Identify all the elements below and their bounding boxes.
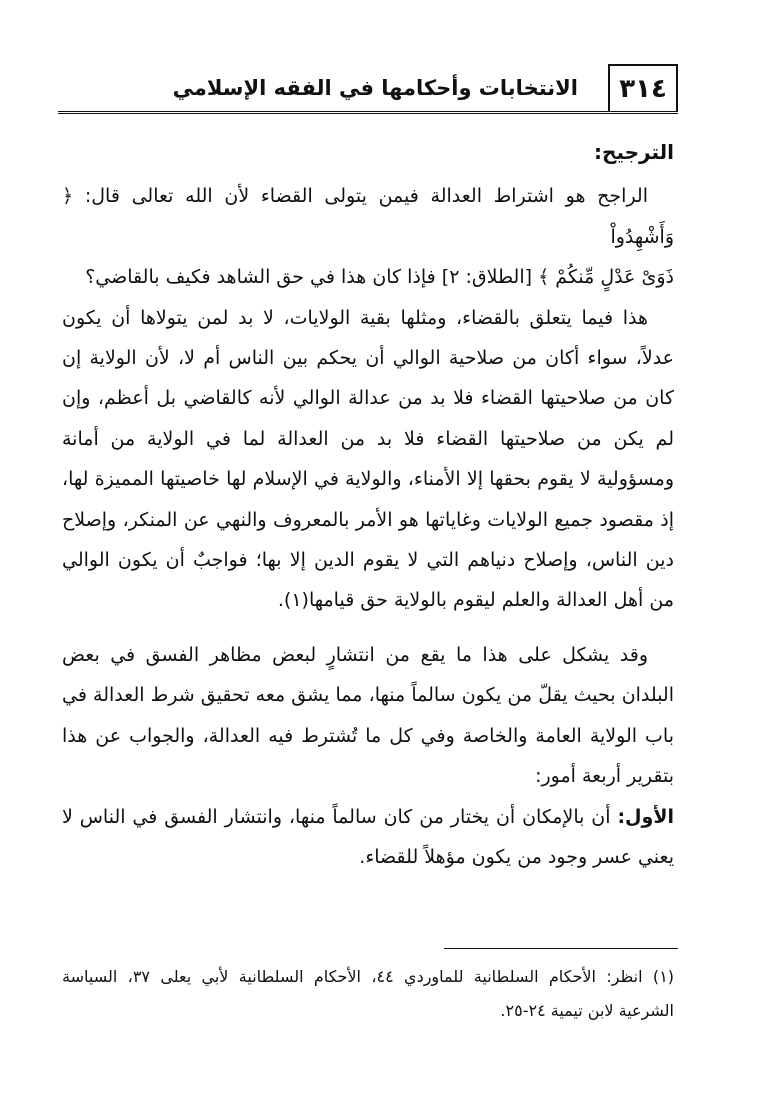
paragraph-2 (62, 298, 674, 621)
footnote-1: (١) انظر: الأحكام السلطانية للماوردي ٤٤، الأحكام السلطانية لأبي يعلى ٣٧، السياسة الشرعية لابن تيمية ٢٤-٢٥. (62, 967, 675, 1020)
paragraph-4 (62, 797, 674, 878)
paragraph-3-text: وقد يشكل على هذا ما يقع من انتشارٍ لبعض مظاهر الفسق في بعض البلدان بحيث يقلّ من يكون سالماً منها، مما يشق معه تحقيق شرط العدالة في باب الولاية العامة والخاصة وفي كل ما تُشترط فيه العدالة، والجواب عن هذا بتقرير أربعة أمور: (62, 643, 674, 788)
footnotes (62, 960, 674, 1028)
paragraph-2-text: هذا فيما يتعلق بالقضاء، ومثلها بقية الولايات، لا بد لمن يتولاها أن يكون عدلاً، سواء أكان من صلاحية الوالي أن يحكم بين الناس أم لا، لأن الولاية إن كان من صلاحيتها القضاء فلا بد من عدالة الوالي لأنه كالقاضي بل أعظم، وإن لم يكن من صلاحيتها القضاء فلا بد من العدالة لما في الولاية من أمانة ومسؤولية لا يقوم بحقها إلا الأمناء، والولاية في الإسلام لها خاصيتها المميزة لها، إذ مقصود جميع الولايات وغاياتها هو الأمر بالمعروف والنهي عن المنكر، وإصلاح دين الناس، وإصلاح دنياهم التي لا يقوم الدين إلا بها؛ فواجبٌ أن يكون الوالي من أهل العدالة والعلم ليقوم بالولاية حق قيامها(١). (62, 306, 674, 612)
point-one-label: الأول: (617, 805, 674, 828)
section-heading: الترجيح: (594, 140, 674, 164)
point-one-text: أن بالإمكان أن يختار من كان سالماً منها، وانتشار الفسق في الناس لا يعني عسر وجود من يكون مؤهلاً للقضاء. (62, 805, 674, 868)
main-text (62, 132, 674, 877)
paragraph-3 (62, 635, 674, 797)
page-number: ٣١٤ (608, 64, 678, 112)
header-rule (58, 111, 678, 114)
paragraph-1-line-2: ذَوَىْ عَدْلٍ مِّنكُمْ ﴾ [الطلاق: ٢] فإذا كان هذا في حق الشاهد فكيف بالقاضي؟ (85, 266, 674, 289)
page-header (58, 64, 678, 120)
running-title: الانتخابات وأحكامها في الفقه الإسلامي (172, 76, 578, 100)
paragraph-1 (62, 176, 674, 297)
footnote-rule (444, 948, 678, 949)
paragraph-1-line-1: الراجح هو اشتراط العدالة فيمن يتولى القضاء لأن الله تعالى قال: ﴿ وَأَشْهِدُواْ (62, 185, 674, 248)
